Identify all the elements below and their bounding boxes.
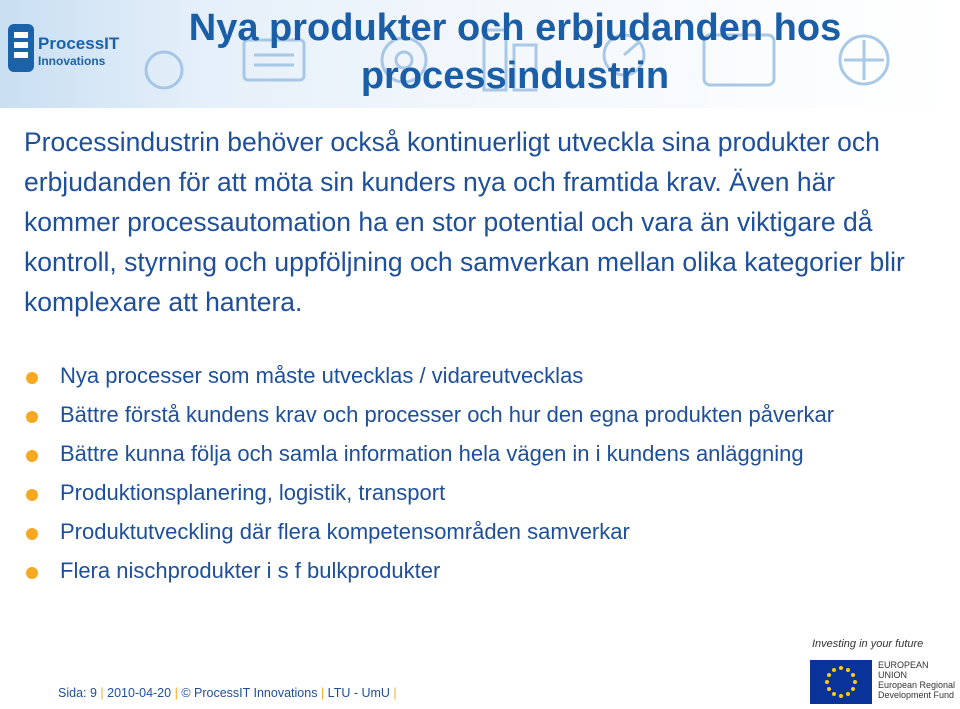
bullet-dot-icon: [26, 489, 38, 501]
page-title: Nya produkter och erbjudanden hos processindustrin: [188, 7, 842, 97]
footer-separator: |: [100, 686, 104, 700]
list-item-text: Flera nischprodukter i s f bulkprodukter: [60, 558, 441, 583]
logo-text-line1: ProcessIT: [38, 34, 120, 53]
eu-text-line: European Regional: [878, 680, 956, 690]
logo-text-line2: Innovations: [38, 54, 106, 68]
list-item-text: Bättre kunna följa och samla information hela vägen in i kundens anläggning: [60, 441, 804, 466]
bullet-dot-icon: [26, 372, 38, 384]
list-item: [26, 399, 906, 431]
bullet-dot-icon: [26, 567, 38, 579]
slide-footer: [58, 686, 397, 700]
footer-organization: © ProcessIT Innovations: [181, 686, 318, 700]
footer-date: 2010-04-20: [107, 686, 172, 700]
list-item-text: Produktionsplanering, logistik, transport: [60, 480, 446, 505]
footer-universities: LTU - UmU: [327, 686, 390, 700]
footer-separator: |: [174, 686, 178, 700]
bullet-dot-icon: [26, 528, 38, 540]
footer-separator: |: [320, 686, 325, 700]
list-item-text: Bättre förstå kundens krav och processer och hur den egna produkten påverkar: [60, 402, 835, 427]
footer-page-number: Sida: 9: [58, 686, 97, 700]
list-item: [26, 360, 906, 392]
list-item: [26, 555, 906, 587]
list-item: [26, 516, 906, 548]
intro-paragraph: Processindustrin behöver också kontinuerligt utveckla sina produkter och erbjudanden för att möta sin kunders nya och framtida krav. Även här kommer processautomation ha en stor potential och vara än viktigare då kontroll, styrning och uppföljning och samverkan mellan olika kategorier blir komplexare att hantera.: [24, 127, 905, 317]
list-item-text: Produktutveckling där flera kompetensområden samverkar: [60, 519, 630, 544]
bullet-dot-icon: [26, 450, 38, 462]
list-item: [26, 477, 906, 509]
header-banner: [0, 0, 960, 108]
bullet-list: [26, 360, 906, 594]
processit-logo: [8, 16, 120, 78]
list-item: [26, 438, 906, 470]
eu-caption: Investing in your future: [812, 638, 924, 650]
list-item-text: Nya processer som måste utvecklas / vidareutvecklas: [60, 363, 584, 388]
eu-logo: [810, 660, 956, 704]
footer-separator: |: [393, 686, 397, 700]
eu-text-line: UNION: [878, 670, 907, 680]
bullet-dot-icon: [26, 411, 38, 423]
eu-text: [878, 660, 955, 700]
eu-flag-icon: [810, 660, 872, 704]
eu-text-line: Development Fund: [878, 690, 955, 700]
eu-text-line: EUROPEAN: [878, 660, 929, 670]
